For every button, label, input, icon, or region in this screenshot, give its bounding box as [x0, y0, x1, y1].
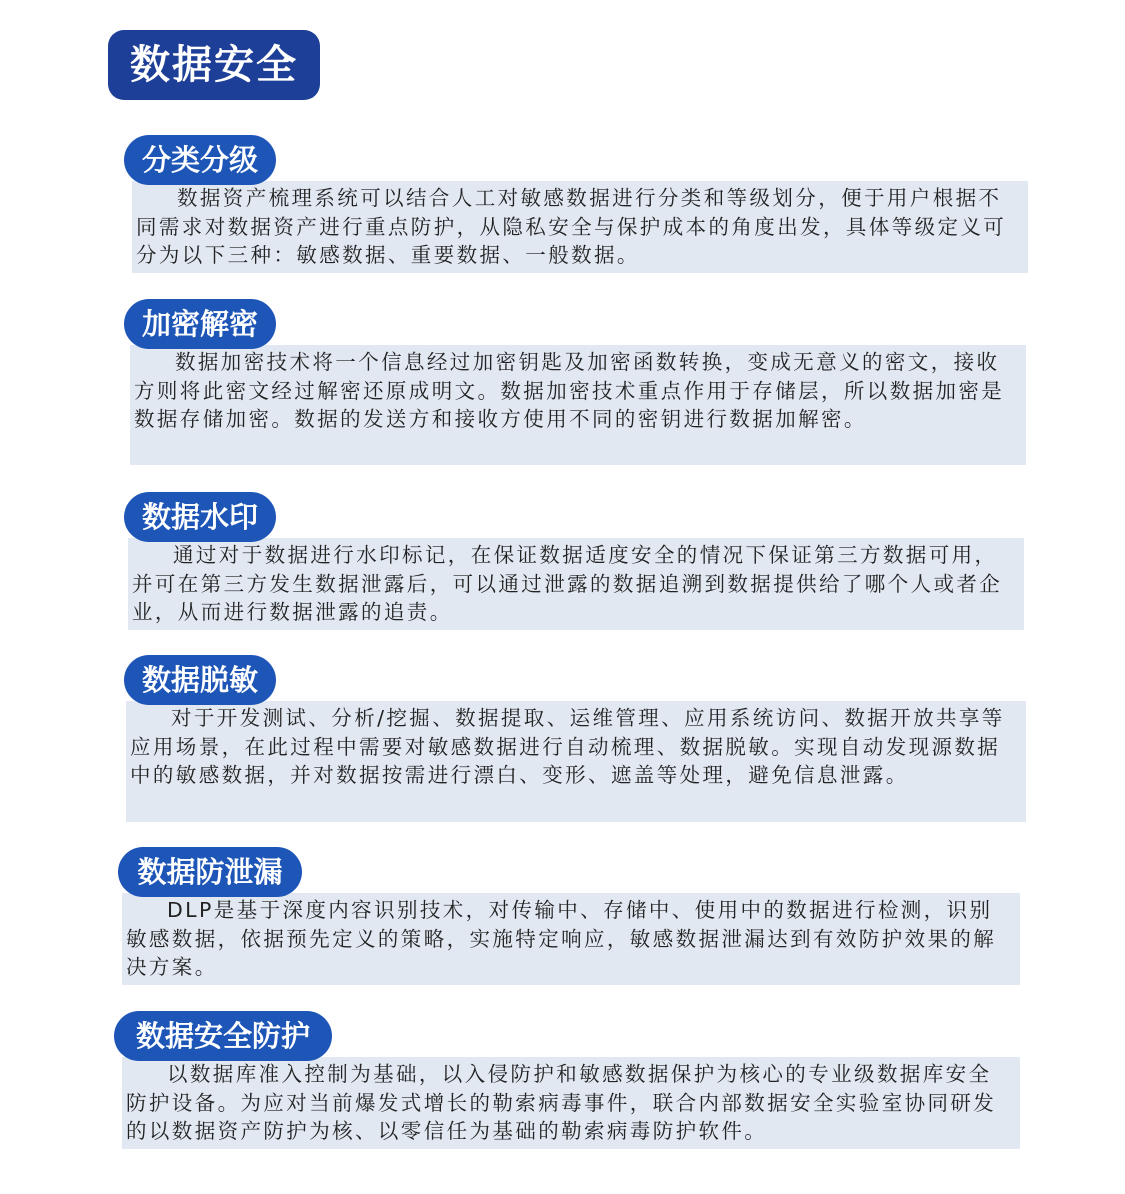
- section-title-security-protection: 数据安全防护: [114, 1011, 332, 1061]
- section-body-watermark: 通过对于数据进行水印标记，在保证数据适度安全的情况下保证第三方数据可用，并可在第三方发生数据泄露后，可以通过泄露的数据追溯到数据提供给了哪个人或者企业，从而进行数据泄露的追责。: [128, 538, 1024, 630]
- section-title-watermark: 数据水印: [124, 492, 276, 542]
- section-title-encryption: 加密解密: [124, 299, 276, 349]
- section-body-encryption: 数据加密技术将一个信息经过加密钥匙及加密函数转换，变成无意义的密文，接收方则将此密文经过解密还原成明文。数据加密技术重点作用于存储层，所以数据加密是数据存储加密。数据的发送方和接收方使用不同的密钥进行数据加解密。: [130, 345, 1026, 465]
- section-body-dlp: DLP是基于深度内容识别技术，对传输中、存储中、使用中的数据进行检测，识别敏感数据，依据预先定义的策略，实施特定响应，敏感数据泄漏达到有效防护效果的解决方案。: [122, 893, 1020, 985]
- section-body-desensitization: 对于开发测试、分析/挖掘、数据提取、运维管理、应用系统访问、数据开放共享等应用场景，在此过程中需要对敏感数据进行自动梳理、数据脱敏。实现自动发现源数据中的敏感数据，并对数据按需进行漂白、变形、遮盖等处理，避免信息泄露。: [126, 701, 1026, 822]
- section-title-classification: 分类分级: [124, 135, 276, 185]
- section-title-dlp: 数据防泄漏: [118, 847, 302, 897]
- section-body-security-protection: 以数据库准入控制为基础，以入侵防护和敏感数据保护为核心的专业级数据库安全防护设备。为应对当前爆发式增长的勒索病毒事件，联合内部数据安全实验室协同研发的以数据资产防护为核、以零信任为基础的勒索病毒防护软件。: [122, 1057, 1020, 1149]
- section-title-desensitization: 数据脱敏: [124, 655, 276, 705]
- page-title: 数据安全: [108, 30, 320, 100]
- section-body-classification: 数据资产梳理系统可以结合人工对敏感数据进行分类和等级划分，便于用户根据不同需求对数据资产进行重点防护，从隐私安全与保护成本的角度出发，具体等级定义可分为以下三种：敏感数据、重要数据、一般数据。: [132, 181, 1028, 273]
